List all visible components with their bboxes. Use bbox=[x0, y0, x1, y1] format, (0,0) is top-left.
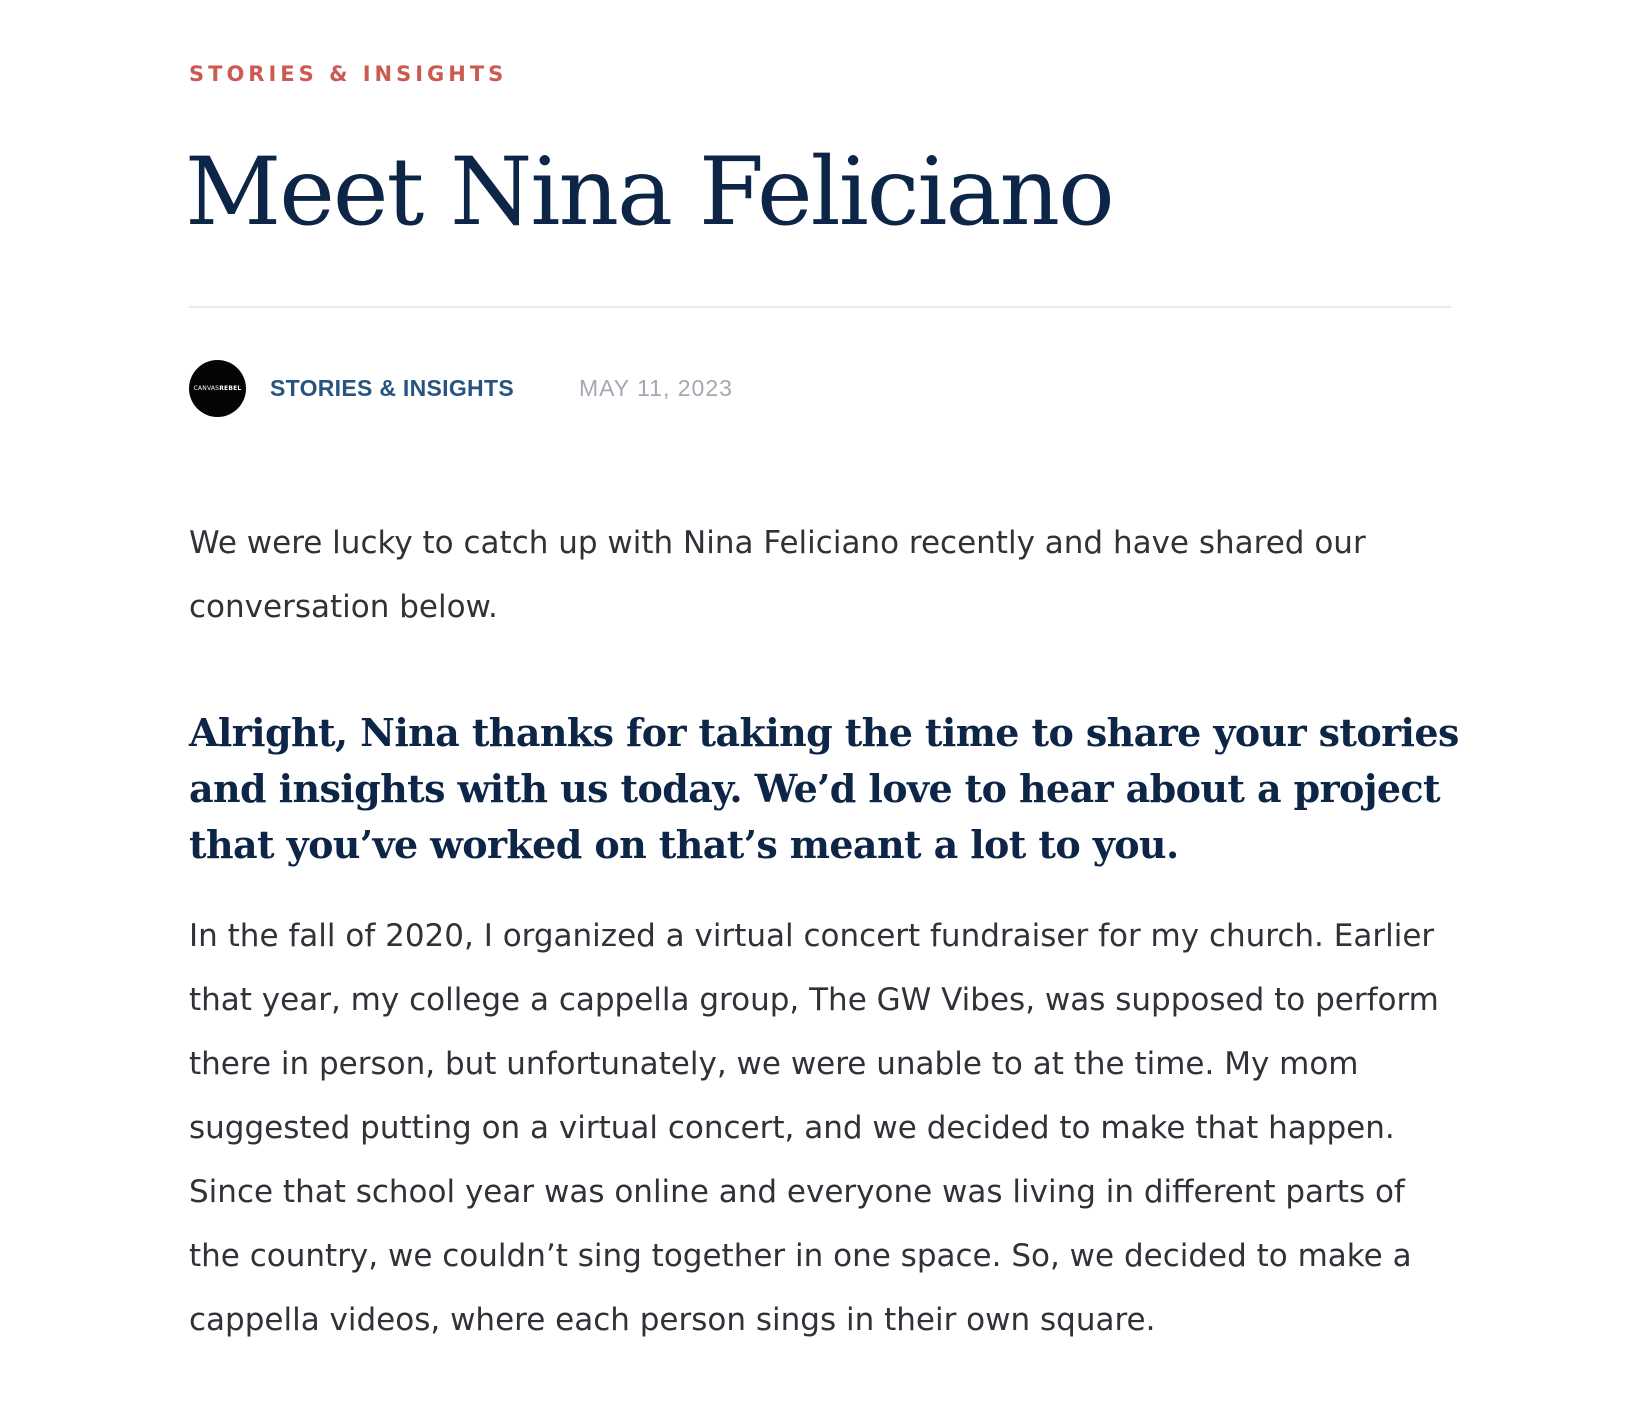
title-divider bbox=[189, 306, 1451, 308]
author-link[interactable]: STORIES & INSIGHTS bbox=[270, 374, 514, 401]
article-meta bbox=[189, 359, 733, 417]
category-kicker[interactable]: STORIES & INSIGHTS bbox=[189, 62, 508, 86]
intro-paragraph: We were lucky to catch up with Nina Feliciano recently and have shared our conversation below. bbox=[189, 525, 1366, 625]
interview-question: Alright, Nina thanks for taking the time to share your stories and insights with us today. We’d love to hear about a project that you’ve worked on that’s meant a lot to you. bbox=[189, 710, 1459, 867]
answer-paragraph: In the fall of 2020, I organized a virtual concert fundraiser for my church. Earlier that year, my college a cappella group, The GW Vibes, was supposed to perform there in person, but unfortunately, we were unable to at the time. My mom suggested putting on a virtual concert, and we decided to make that happen. Since that school year was online and everyone was living in different parts of the country, we couldn’t sing together in one space. So, we decided to make a cappella videos, where each person sings in their own square. bbox=[189, 918, 1439, 1338]
article-title: Meet Nina Feliciano bbox=[185, 138, 1113, 247]
author-avatar[interactable] bbox=[189, 360, 246, 417]
publish-date: MAY 11, 2023 bbox=[578, 374, 733, 401]
canvas-rebel-logo: CANVASREBEL bbox=[193, 384, 242, 392]
